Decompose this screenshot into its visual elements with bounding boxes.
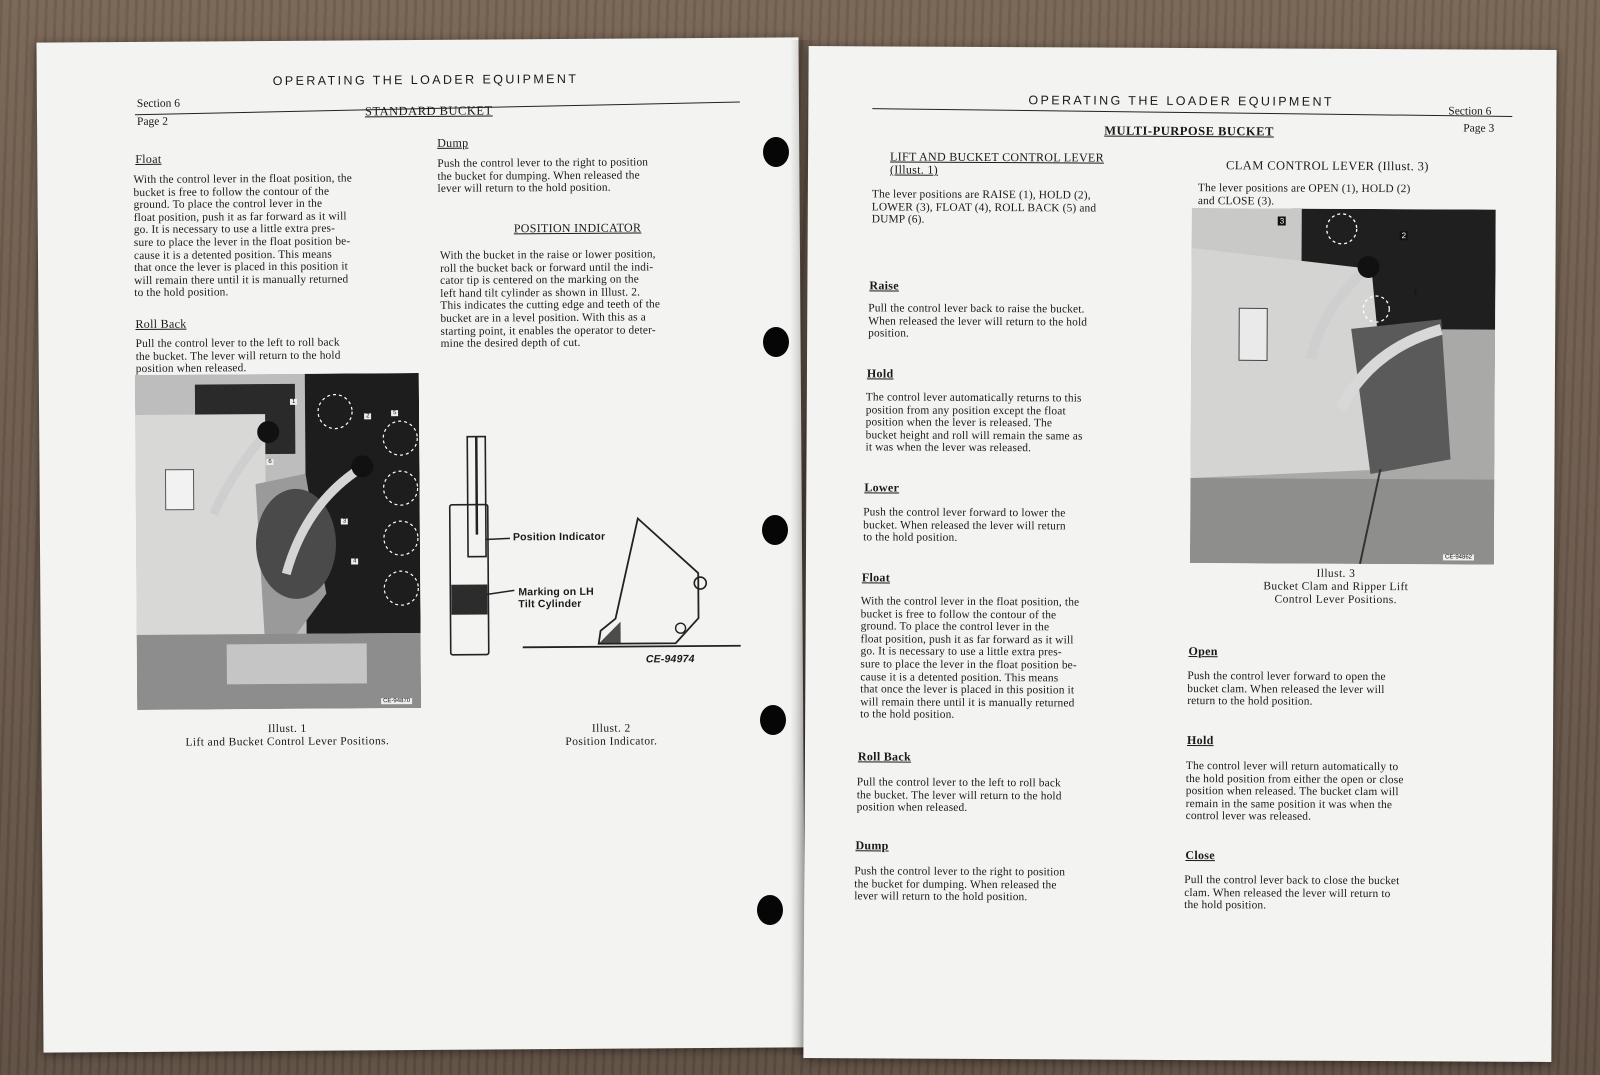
position-indicator-text: With the bucket in the raise or lower position, roll the bucket back or forward until the indi- cator tip is centered on the marking on the left hand tilt cylinder as shown in Illust. 2. This indicates the cutting edge and teeth of the bucket are in a level position. With this as a starting point, it enables the operator to deter- mine the desired depth of cut. xyxy=(439,248,661,351)
hold-heading: Hold xyxy=(866,366,894,381)
float-text: With the control lever in the float position, the bucket is free to follow the contour of the ground. To place the control lever in the float position, push it as far forward as it will go. It is necessary to use a little extra pres- sure to place the lever in the float position be- cause it is a detented position. This means that once the lever is placed in this position it will remain there until it is manually returned to the hold position. xyxy=(860,595,1080,722)
float-text: With the control lever in the float position, the bucket is free to follow the contour of the ground. To place the control lever in the float position, push it as far forward as it will go. It is necessary to use a little extra pres- sure to place the lever in the float position be- cause it is a detented position. This means that once the lever is placed in this position it will remain there until it is manually returned to the hold position. xyxy=(133,172,352,300)
lower-heading: Lower xyxy=(864,480,900,495)
section-title: MULTI-PURPOSE BUCKET xyxy=(1104,123,1274,139)
callout-3: 3 xyxy=(342,518,347,525)
illust2-code: CE-94974 xyxy=(645,653,695,666)
hold-text: The control lever automatically returns to this position from any position except the float position when the lever is released. The bucket height and roll will remain the same as it was when the lever was released. xyxy=(865,391,1083,455)
position-indicator-heading: POSITION INDICATOR xyxy=(513,220,642,236)
callout-4: 4 xyxy=(353,558,357,565)
callout-1: 1 xyxy=(1413,287,1418,297)
lower-text: Push the control lever forward to lower the bucket. When released the lever will return to the hold position. xyxy=(863,506,1066,545)
dump-heading: Dump xyxy=(437,135,469,150)
open-text: Push the control lever forward to open the bucket clam. When released the lever will return to the hold position. xyxy=(1187,670,1386,708)
roll-back-text: Pull the control lever to the left to roll back the bucket. The lever will return to the hold position when released. xyxy=(135,336,341,376)
float-heading: Float xyxy=(861,570,891,585)
section-title: STANDARD BUCKET xyxy=(364,103,493,119)
dump-text: Push the control lever to the right to position the bucket for dumping. When released the lever will return to the hold position. xyxy=(854,865,1066,904)
close-text: Pull the control lever back to close the bucket clam. When released the lever will return to the hold position. xyxy=(1184,874,1400,912)
lift-lever-text: The lever positions are RAISE (1), HOLD (2), LOWER (3), FLOAT (4), ROLL BACK (5) and DUMP (6). xyxy=(871,188,1097,226)
callout-6: 6 xyxy=(268,459,272,466)
left-page xyxy=(36,37,805,1052)
dump-text: Push the control lever to the right to position the bucket for dumping. When released the lever will return to the hold position. xyxy=(437,156,649,196)
illust1-photo xyxy=(135,373,421,710)
callout-5: 5 xyxy=(393,410,397,417)
marking-label: Marking on LH Tilt Cylinder xyxy=(518,585,594,611)
roll-back-heading: Roll Back xyxy=(857,749,912,764)
clam-lever-heading: CLAM CONTROL LEVER (Illust. 3) xyxy=(1225,158,1429,174)
illust2-caption: Illust. 2 Position Indicator. xyxy=(565,722,658,748)
section-number: Section 6 xyxy=(136,97,181,110)
binder-hole xyxy=(763,137,789,167)
illust3-caption: Illust. 3 Bucket Clam and Ripper Lift Control Lever Positions. xyxy=(1263,567,1409,607)
binder-hole xyxy=(762,515,788,545)
dump-heading: Dump xyxy=(855,838,889,853)
close-heading: Close xyxy=(1185,848,1215,863)
callout-2: 2 xyxy=(1401,231,1407,241)
binder-hole xyxy=(757,895,783,925)
page-header: OPERATING THE LOADER EQUIPMENT xyxy=(1028,93,1335,109)
float-heading: Float xyxy=(135,151,162,166)
illust2-diagram xyxy=(439,433,751,685)
illust3-photo xyxy=(1190,208,1496,565)
callout-1: 1 xyxy=(291,398,296,405)
raise-heading: Raise xyxy=(869,278,899,293)
section-number: Section 6 xyxy=(1448,105,1492,118)
clam-hold-heading: Hold xyxy=(1186,733,1214,748)
roll-back-text: Pull the control lever to the left to roll back the bucket. The lever will return to the hold position when released. xyxy=(856,776,1062,815)
binder-hole xyxy=(763,327,789,357)
page-header: OPERATING THE LOADER EQUIPMENT xyxy=(272,71,579,89)
clam-lever-text: The lever positions are OPEN (1), HOLD (2) and CLOSE (3). xyxy=(1197,182,1411,208)
position-indicator-label: Position Indicator xyxy=(512,530,606,544)
illust1-caption: Illust. 1 Lift and Bucket Control Lever Positions. xyxy=(185,722,390,749)
illust1-tag: CE-94870 xyxy=(383,698,411,705)
illust3-tag: CE-94862 xyxy=(1444,554,1473,561)
lift-lever-heading: LIFT AND BUCKET CONTROL LEVER (Illust. 1) xyxy=(889,149,1104,177)
page-number: Page 3 xyxy=(1463,122,1495,135)
open-heading: Open xyxy=(1188,644,1218,659)
clam-hold-text: The control lever will return automatically to the hold position from either the open or close position when released. The bucket clam will remain in the same position it was when the control lever was released. xyxy=(1185,760,1404,824)
header-rule xyxy=(872,108,1512,117)
page-number: Page 2 xyxy=(136,115,169,128)
binder-hole xyxy=(760,705,786,735)
roll-back-heading: Roll Back xyxy=(135,316,187,331)
raise-text: Pull the control lever back to raise the bucket. When released the lever will return to the hold position. xyxy=(868,302,1088,340)
callout-2: 2 xyxy=(366,413,370,420)
right-page xyxy=(803,46,1556,1062)
callout-3: 3 xyxy=(1279,216,1285,226)
